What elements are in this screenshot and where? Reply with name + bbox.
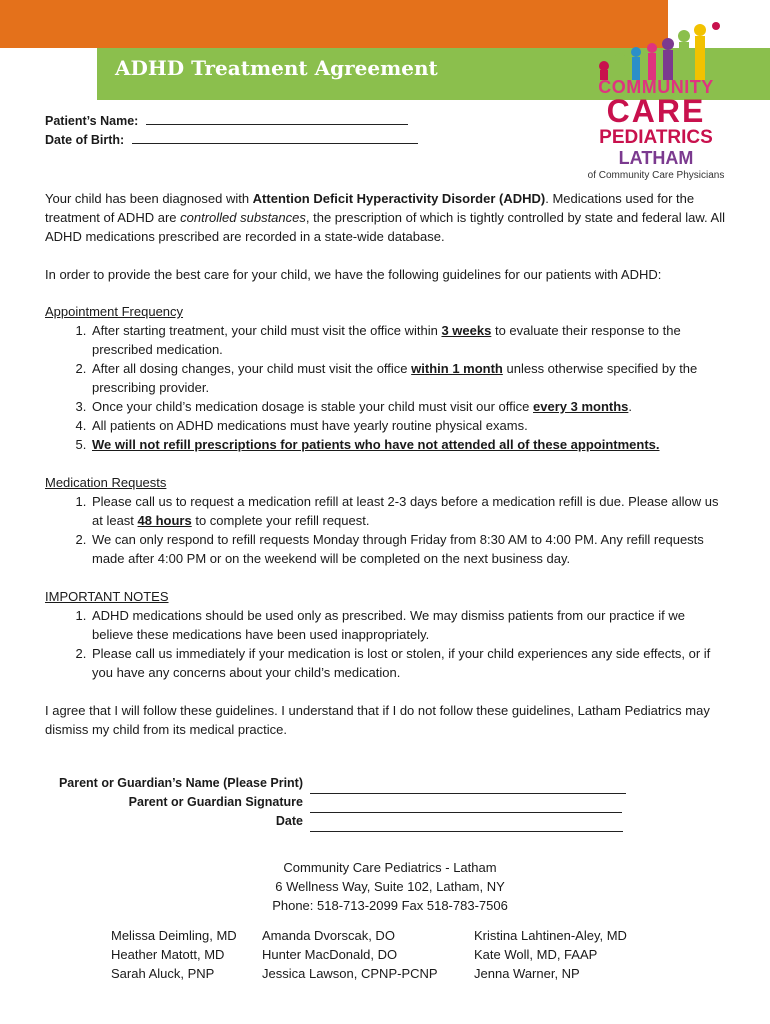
staff-column-1	[111, 926, 237, 983]
staff-name: Melissa Deimling, MD	[111, 928, 237, 943]
date-label: Date	[275, 814, 303, 828]
notes-heading: IMPORTANT NOTES	[45, 589, 169, 604]
staff-name: Amanda Dvorscak, DO	[262, 928, 395, 943]
list-item: 1. Please call us to request a medication refill at least 2-3 days before a medication refill is due. Please allow us at least 48 hours to complete your refill request.	[90, 492, 725, 530]
staff-column-2	[262, 926, 438, 983]
dob-field[interactable]	[132, 142, 418, 144]
list-item: 5. We will not refill prescriptions for patients who have not attended all of these appointments.	[90, 435, 725, 454]
practice-address	[200, 858, 580, 915]
logo-pediatrics-text: PEDIATRICS	[599, 127, 713, 148]
logo-latham-text: LATHAM	[618, 148, 694, 168]
practice-logo	[586, 22, 726, 182]
practice-phone: Phone: 518-713-2099 Fax 518-783-7506	[272, 898, 508, 913]
list-item: 2. We can only respond to refill requests Monday through Friday from 8:30 AM to 4:00 PM. Any refill requests made after 4:00 PM or on the weekend will be completed on the next business day.	[90, 530, 725, 568]
medication-heading: Medication Requests	[45, 475, 167, 490]
staff-name: Jessica Lawson, CPNP-PCNP	[262, 966, 438, 981]
staff-name: Kristina Lahtinen-Aley, MD	[474, 928, 627, 943]
list-item: 2. Please call us immediately if your medication is lost or stolen, if your child experiences any side effects, or if you have any concerns about your child’s medication.	[90, 644, 725, 682]
staff-name: Heather Matott, MD	[111, 947, 225, 962]
patient-name-field[interactable]	[146, 123, 408, 125]
list-item: 2. After all dosing changes, your child must visit the office within 1 month unless otherwise specified by the prescribing provider.	[90, 359, 725, 397]
guardian-name-field[interactable]	[310, 792, 626, 794]
intro-text-a: Your child has been diagnosed with	[45, 191, 253, 206]
list-item: 3. Once your child’s medication dosage is stable your child must visit our office every 3 months.	[90, 397, 725, 416]
practice-name: Community Care Pediatrics - Latham	[283, 860, 497, 875]
intro-paragraph	[45, 189, 725, 246]
list-item: 1. After starting treatment, your child must visit the office within 3 weeks to evaluate their response to the prescribed medication.	[90, 321, 725, 359]
practice-street: 6 Wellness Way, Suite 102, Latham, NY	[275, 879, 505, 894]
staff-name: Jenna Warner, NP	[474, 966, 580, 981]
appointment-section	[45, 302, 725, 454]
logo-community-text: COMMUNITY	[598, 77, 714, 97]
patient-name-label: Patient’s Name:	[45, 114, 139, 128]
logo-care-text: CARE	[606, 93, 706, 129]
list-item: 1. ADHD medications should be used only as prescribed. We may dismiss patients from our practice if we believe these medications have been used inappropriately.	[90, 606, 725, 644]
guidelines-intro: In order to provide the best care for your child, we have the following guidelines for our patients with ADHD:	[45, 267, 662, 282]
intro-text-c: , the prescription of which is tightly controlled by state and federal law. All ADHD medications prescribed are recorded in a state-wide database.	[45, 210, 725, 244]
guardian-signature-label: Parent or Guardian Signature	[128, 795, 303, 809]
intro-text-b: . Medications used for the treatment of ADHD are	[45, 191, 695, 225]
header-orange-band	[0, 0, 668, 48]
dob-label: Date of Birth:	[45, 133, 125, 147]
controlled-substances-text: controlled substances	[180, 210, 306, 225]
guardian-name-label: Parent or Guardian’s Name (Please Print)	[58, 776, 303, 790]
page-title: ADHD Treatment Agreement	[115, 56, 438, 80]
staff-column-3	[474, 926, 627, 983]
diagnosis-text: Attention Deficit Hyperactivity Disorder (ADHD)	[252, 191, 546, 206]
logo-tagline: of Community Care Physicians	[587, 170, 725, 181]
staff-name: Kate Woll, MD, FAAP	[474, 947, 598, 962]
staff-name: Sarah Aluck, PNP	[111, 966, 215, 981]
appointment-heading: Appointment Frequency	[45, 304, 184, 319]
date-field[interactable]	[310, 830, 623, 832]
staff-name: Hunter MacDonald, DO	[262, 947, 398, 962]
patient-name-row	[45, 114, 408, 128]
medication-section	[45, 473, 725, 568]
agreement-paragraph: I agree that I will follow these guidelines. I understand that if I do not follow these guidelines, Latham Pediatrics may dismiss my child from its medical practice.	[45, 703, 710, 737]
list-item: 4. All patients on ADHD medications must have yearly routine physical exams.	[90, 416, 725, 435]
children-figures-icon	[586, 22, 726, 82]
guardian-signature-field[interactable]	[310, 811, 622, 813]
dob-row	[45, 133, 418, 147]
notes-section	[45, 587, 725, 682]
